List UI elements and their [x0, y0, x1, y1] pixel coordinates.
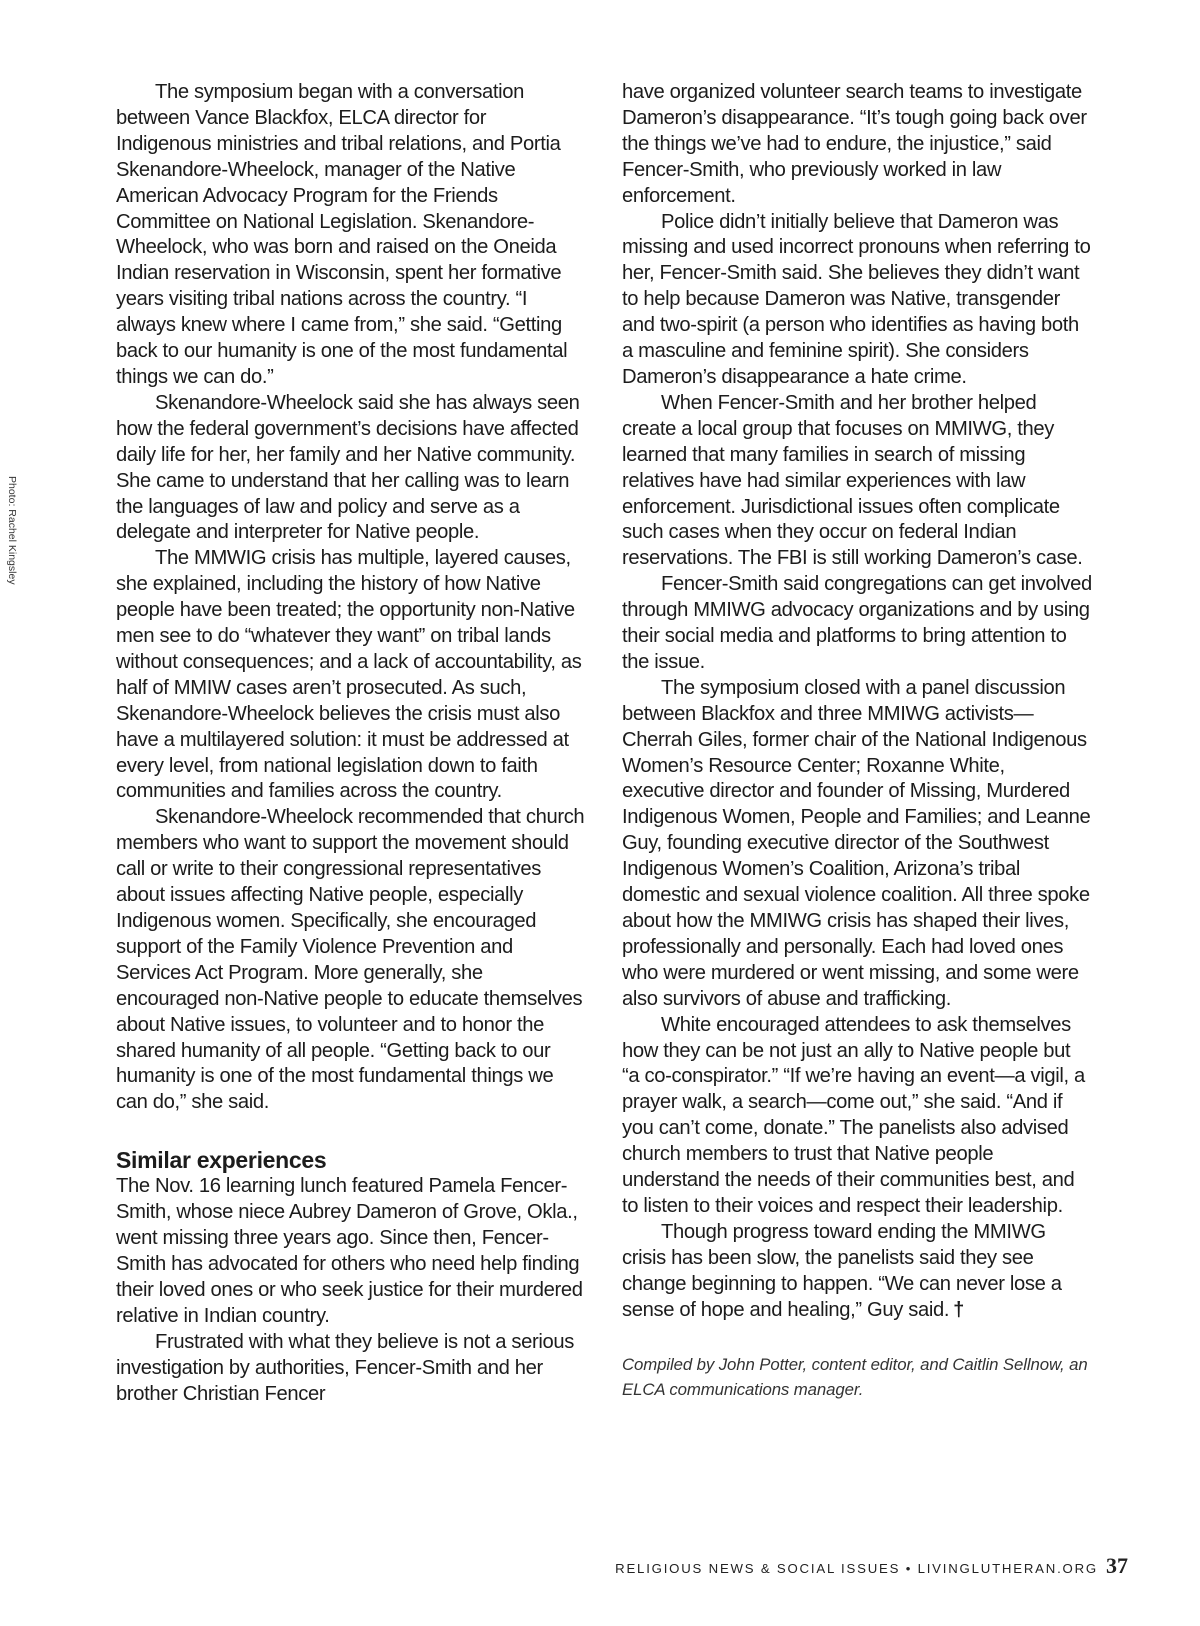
article-paragraph: Frustrated with what they believe is not a serious investigation by authorities, Fencer-Smith and her brother Christian Fencer: [116, 1330, 574, 1405]
article-paragraph: The symposium began with a conversation between Vance Blackfox, ELCA director for Indigenous ministries and tribal relations, and Portia Skenandore-Wheelock, manager of the Native American Advocacy Program for the Friends Committee on National Legislation. Skenandore-Wheelock, who was born and raised on the Oneida Indian reservation in Wisconsin, spent her formative years visiting tribal nations across the country. “I always knew where I came from,” she said. “Getting back to our humanity is one of the most fundamental things we can do.”: [116, 81, 568, 388]
article-paragraph: The Nov. 16 learning lunch featured Pamela Fencer-Smith, whose niece Aubrey Dameron of Grove, Okla., went missing three years ago. Since then, Fencer-Smith has advocated for others who need help finding their loved ones or who seek justice for their murdered relative in Indian country.: [116, 1175, 583, 1327]
article-paragraph: Fencer-Smith said congregations can get involved through MMIWG advocacy organizations and by using their social media and platforms to bring attention to the issue.: [622, 573, 1092, 673]
article-closing-paragraph: [622, 1220, 1092, 1324]
section-subhead: Similar experiences: [116, 1147, 327, 1174]
right-column: [622, 80, 1092, 1402]
article-paragraph: Skenandore-Wheelock said she has always seen how the federal government’s decisions have affected daily life for her, her family and her Native community. She came to understand that her calling was to learn the languages of law and policy and serve as a delegate and interpreter for Native people.: [116, 391, 580, 544]
article-paragraph: have organized volunteer search teams to investigate Dameron’s disappearance. “It’s tough going back over the things we’ve had to endure, the injustice,” said Fencer-Smith, who previously worked in law enforcement.: [622, 81, 1087, 207]
photo-credit: Photo: Rachel Kingsley: [6, 476, 18, 585]
article-paragraph: Police didn’t initially believe that Dameron was missing and used incorrect pronouns when referring to her, Fencer-Smith said. She believes they didn’t want to help because Dameron was Native, transgender and two-spirit (a person who identifies as having both a masculine and feminine spirit). She considers Dameron’s disappearance a hate crime.: [622, 210, 1091, 388]
page-number: 37: [1106, 1553, 1128, 1578]
closing-text: Though progress toward ending the MMIWG crisis has been slow, the panelists said they see change beginning to happen. “We can never lose a sense of hope and healing,” Guy said.: [622, 1220, 1062, 1321]
article-paragraph: The symposium closed with a panel discussion between Blackfox and three MMIWG activists—Cherrah Giles, former chair of the National Indigenous Women’s Resource Center; Roxanne White, executive director and founder of Missing, Murdered Indigenous Women, People and Families; and Leanne Guy, founding executive director of the Southwest Indigenous Women’s Coalition, Arizona’s tribal domestic and sexual violence coalition. All three spoke about how the MMIWG crisis has shaped their lives, professionally and personally. Each had loved ones who were murdered or went missing, and some were also survivors of abuse and trafficking.: [622, 676, 1091, 1010]
article-paragraph: White encouraged attendees to ask themselves how they can be not just an ally to Native people but “a co-conspirator.” “If we’re having an event—a vigil, a prayer walk, a search—come out,” she said. “And if you can’t come, donate.” The panelists also advised church members to trust that Native people understand the needs of their communities best, and to listen to their voices and respect their leadership.: [622, 1013, 1085, 1217]
article-paragraph: When Fencer-Smith and her brother helped create a local group that focuses on MMIWG, they learned that many families in search of missing relatives have had similar experiences with law enforcement. Jurisdictional issues often complicate such cases when they occur on federal Indian reservations. The FBI is still working Dameron’s case.: [622, 391, 1083, 570]
compiled-by-credit: Compiled by John Potter, content editor, and Caitlin Sellnow, an ELCA communications manager.: [622, 1354, 1088, 1399]
article-paragraph: The MMWIG crisis has multiple, layered causes, she explained, including the history of how Native people have been treated; the opportunity non-Native men see to do “whatever they want” on tribal lands without consequences; and a lack of accountability, as half of MMIW cases aren’t prosecuted. As such, Skenandore-Wheelock believes the crisis must also have a multilayered solution: it must be addressed at every level, from national legislation down to faith communities and families across the country.: [116, 547, 582, 803]
page-footer: [615, 1553, 1128, 1579]
article-paragraph: Skenandore-Wheelock recommended that church members who want to support the movement should call or write to their congressional representatives about issues affecting Native people, especially Indigenous women. Specifically, she encouraged support of the Family Violence Prevention and Services Act Program. More generally, she encouraged non-Native people to educate themselves about Native issues, to volunteer and to honor the shared humanity of all people. “Getting back to our humanity is one of the most fundamental things we can do,” she said.: [116, 806, 585, 1114]
left-column: [116, 80, 586, 1407]
end-mark-icon: †: [953, 1298, 964, 1321]
footer-section-label: RELIGIOUS NEWS & SOCIAL ISSUES • LIVINGLUTHERAN.ORG: [615, 1561, 1098, 1576]
